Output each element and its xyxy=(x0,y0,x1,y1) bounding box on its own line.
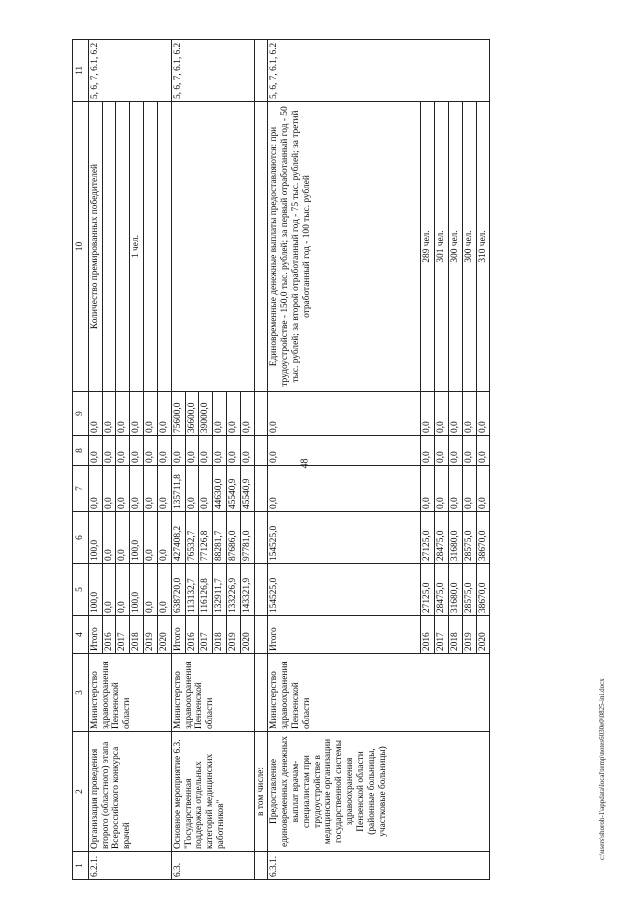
value-cell: 132911,7 xyxy=(213,564,227,616)
col-1: 1 xyxy=(73,852,89,880)
value-cell: 75600,0 xyxy=(171,392,185,436)
value-cell: 100,0 xyxy=(88,512,102,564)
value-cell: 28575,0 xyxy=(462,512,476,564)
table-row xyxy=(88,40,102,880)
value-cell: 0,0 xyxy=(171,436,185,466)
value-cell: 0,0 xyxy=(476,392,490,436)
col-6: 6 xyxy=(73,512,89,564)
value-cell: 0,0 xyxy=(462,392,476,436)
col-2: 2 xyxy=(73,732,89,852)
value-cell: 0,0 xyxy=(199,436,213,466)
value-cell: 0,0 xyxy=(268,436,421,466)
value-cell: 135711,8 xyxy=(171,466,185,512)
page-number: 48 xyxy=(299,458,311,469)
indicator-value: 300 чел. xyxy=(462,102,476,392)
value-cell: 154525,0 xyxy=(268,564,421,616)
value-cell: 0,0 xyxy=(144,512,158,564)
value-cell: 0,0 xyxy=(157,564,171,616)
value-cell: 0,0 xyxy=(144,392,158,436)
value-cell: 0,0 xyxy=(102,436,116,466)
indicator-value xyxy=(157,102,171,392)
value-cell: 0,0 xyxy=(226,392,240,436)
value-cell: 0,0 xyxy=(268,392,421,436)
value-cell: 31680,0 xyxy=(449,564,463,616)
row-number: 6.3. xyxy=(171,852,254,880)
value-cell: 0,0 xyxy=(421,392,435,436)
activity-name: Предоставление единовременных денежных выплат врачам-специалистам при трудоустройстве в медицинские организации государственной системы здравоохранения Пензенской области (районные больницы, участковые больницы) xyxy=(268,732,490,852)
value-cell: 0,0 xyxy=(449,436,463,466)
value-cell: 45540,9 xyxy=(226,466,240,512)
value-cell: 77126,8 xyxy=(199,512,213,564)
value-cell: 0,0 xyxy=(213,392,227,436)
section-6-3-1 xyxy=(268,40,490,880)
value-cell: 27125,0 xyxy=(421,512,435,564)
year-cell: 2018 xyxy=(449,616,463,654)
value-cell: 0,0 xyxy=(421,436,435,466)
activity-name: Основное мероприятие 6.3. "Государственная поддержка отдельных категорий медицинских работников" xyxy=(171,732,254,852)
year-cell: 2020 xyxy=(476,616,490,654)
year-cell: 2017 xyxy=(199,616,213,654)
value-cell: 36600,0 xyxy=(185,392,199,436)
value-cell: 0,0 xyxy=(144,436,158,466)
value-cell: 0,0 xyxy=(102,512,116,564)
refs: 5, 6, 7, 6.1, 6.2 xyxy=(268,40,490,102)
year-cell: 2017 xyxy=(116,616,130,654)
year-cell: Итого xyxy=(268,616,421,654)
value-cell: 113132,7 xyxy=(185,564,199,616)
value-cell: 27125,0 xyxy=(421,564,435,616)
value-cell: 0,0 xyxy=(449,466,463,512)
value-cell: 31680,0 xyxy=(449,512,463,564)
year-cell: 2016 xyxy=(185,616,199,654)
year-cell: Итого xyxy=(171,616,185,654)
value-cell: 0,0 xyxy=(157,392,171,436)
year-cell: 2019 xyxy=(226,616,240,654)
year-cell: 2018 xyxy=(213,616,227,654)
col-4: 4 xyxy=(73,616,89,654)
value-cell: 0,0 xyxy=(102,466,116,512)
value-cell: 0,0 xyxy=(476,436,490,466)
rotated-table-container xyxy=(72,40,512,880)
value-cell: 88281,7 xyxy=(213,512,227,564)
value-cell: 427408,2 xyxy=(171,512,185,564)
indicator: Количество премированных победителей xyxy=(88,102,102,392)
value-cell: 0,0 xyxy=(268,466,421,512)
value-cell: 0,0 xyxy=(240,392,254,436)
value-cell: 0,0 xyxy=(144,564,158,616)
indicator-empty xyxy=(171,102,254,392)
indicator-value: 300 чел. xyxy=(449,102,463,392)
value-cell: 28475,0 xyxy=(435,564,449,616)
value-cell: 0,0 xyxy=(116,512,130,564)
value-cell: 0,0 xyxy=(116,466,130,512)
value-cell: 0,0 xyxy=(144,466,158,512)
indicator-value: 1 чел. xyxy=(130,102,144,392)
col-7: 7 xyxy=(73,466,89,512)
value-cell: 0,0 xyxy=(185,466,199,512)
indicator-value xyxy=(102,102,116,392)
table-row xyxy=(268,40,421,880)
indicator-value: 301 чел. xyxy=(435,102,449,392)
value-cell: 0,0 xyxy=(199,466,213,512)
section-6-2-1 xyxy=(88,40,171,880)
value-cell: 97781,0 xyxy=(240,512,254,564)
col-9: 9 xyxy=(73,392,89,436)
value-cell: 116126,8 xyxy=(199,564,213,616)
year-cell: 2016 xyxy=(102,616,116,654)
indicator: Единовременные денежные выплаты предоставляются: при трудоустройстве - 150,0 тыс. рублей; за первый отработанный год - 50 тыс. рублей; за второй отработанный год - 75 тыс. рублей; за третий отработанный год - 100 тыс. рублей xyxy=(268,102,421,392)
value-cell: 100,0 xyxy=(130,512,144,564)
executor: Министерство здравоохранения Пензенской области xyxy=(88,654,171,732)
in-that-number-label: в том числе: xyxy=(254,732,268,852)
value-cell: 38670,0 xyxy=(476,564,490,616)
value-cell: 0,0 xyxy=(130,466,144,512)
col-5: 5 xyxy=(73,564,89,616)
value-cell: 0,0 xyxy=(421,466,435,512)
value-cell: 0,0 xyxy=(130,392,144,436)
year-cell: 2019 xyxy=(144,616,158,654)
year-cell: 2016 xyxy=(421,616,435,654)
col-3: 3 xyxy=(73,654,89,732)
section-6-3 xyxy=(171,40,254,880)
in-that-number-row xyxy=(254,40,268,880)
table-row xyxy=(171,40,185,880)
value-cell: 100,0 xyxy=(88,564,102,616)
year-cell: 2019 xyxy=(462,616,476,654)
value-cell: 0,0 xyxy=(462,436,476,466)
indicator-value xyxy=(144,102,158,392)
value-cell: 154525,0 xyxy=(268,512,421,564)
value-cell: 0,0 xyxy=(116,564,130,616)
value-cell: 0,0 xyxy=(157,512,171,564)
value-cell: 38670,0 xyxy=(476,512,490,564)
value-cell: 638720,0 xyxy=(171,564,185,616)
value-cell: 0,0 xyxy=(157,466,171,512)
indicator-value: 310 чел. xyxy=(476,102,490,392)
value-cell: 28575,0 xyxy=(462,564,476,616)
col-10: 10 xyxy=(73,102,89,392)
value-cell: 0,0 xyxy=(88,466,102,512)
refs: 5, 6, 7, 6.1, 6.2 xyxy=(171,40,254,102)
value-cell: 45540,9 xyxy=(240,466,254,512)
row-number: 6.3.1. xyxy=(268,852,490,880)
indicator-value: 289 чел. xyxy=(421,102,435,392)
refs: 5, 6, 7, 6.1, 6.2 xyxy=(88,40,171,102)
row-number: 6.2.1. xyxy=(88,852,171,880)
executor: Министерство здравоохранения Пензенской области xyxy=(268,654,490,732)
value-cell: 0,0 xyxy=(130,436,144,466)
value-cell: 0,0 xyxy=(226,436,240,466)
value-cell: 0,0 xyxy=(449,392,463,436)
year-cell: 2017 xyxy=(435,616,449,654)
value-cell: 0,0 xyxy=(116,392,130,436)
value-cell: 0,0 xyxy=(185,436,199,466)
header-row xyxy=(73,40,89,880)
value-cell: 0,0 xyxy=(476,466,490,512)
col-8: 8 xyxy=(73,436,89,466)
value-cell: 44630,0 xyxy=(213,466,227,512)
year-cell: 2020 xyxy=(240,616,254,654)
value-cell: 0,0 xyxy=(157,436,171,466)
program-table xyxy=(72,39,490,880)
col-11: 11 xyxy=(73,40,89,102)
executor: Министерство здравоохранения Пензенской области xyxy=(171,654,254,732)
value-cell: 0,0 xyxy=(435,436,449,466)
value-cell: 39000,0 xyxy=(199,392,213,436)
value-cell: 133226,9 xyxy=(226,564,240,616)
value-cell: 0,0 xyxy=(435,466,449,512)
value-cell: 100,0 xyxy=(130,564,144,616)
activity-name: Организация проведения второго (областного) этапа Всероссийского конкурса врачей xyxy=(88,732,171,852)
value-cell: 0,0 xyxy=(102,564,116,616)
value-cell: 0,0 xyxy=(116,436,130,466)
year-cell: Итого xyxy=(88,616,102,654)
value-cell: 87686,0 xyxy=(226,512,240,564)
value-cell: 0,0 xyxy=(88,436,102,466)
value-cell: 0,0 xyxy=(435,392,449,436)
value-cell: 28475,0 xyxy=(435,512,449,564)
year-cell: 2018 xyxy=(130,616,144,654)
value-cell: 0,0 xyxy=(462,466,476,512)
value-cell: 0,0 xyxy=(213,436,227,466)
footer-path: c:\users\shoroh-1\appdata\local\temp\notes6030e0\0825-ini.docx xyxy=(598,678,606,860)
value-cell: 0,0 xyxy=(88,392,102,436)
value-cell: 143321,9 xyxy=(240,564,254,616)
value-cell: 76532,7 xyxy=(185,512,199,564)
value-cell: 0,0 xyxy=(102,392,116,436)
value-cell: 0,0 xyxy=(240,436,254,466)
indicator-value xyxy=(116,102,130,392)
year-cell: 2020 xyxy=(157,616,171,654)
